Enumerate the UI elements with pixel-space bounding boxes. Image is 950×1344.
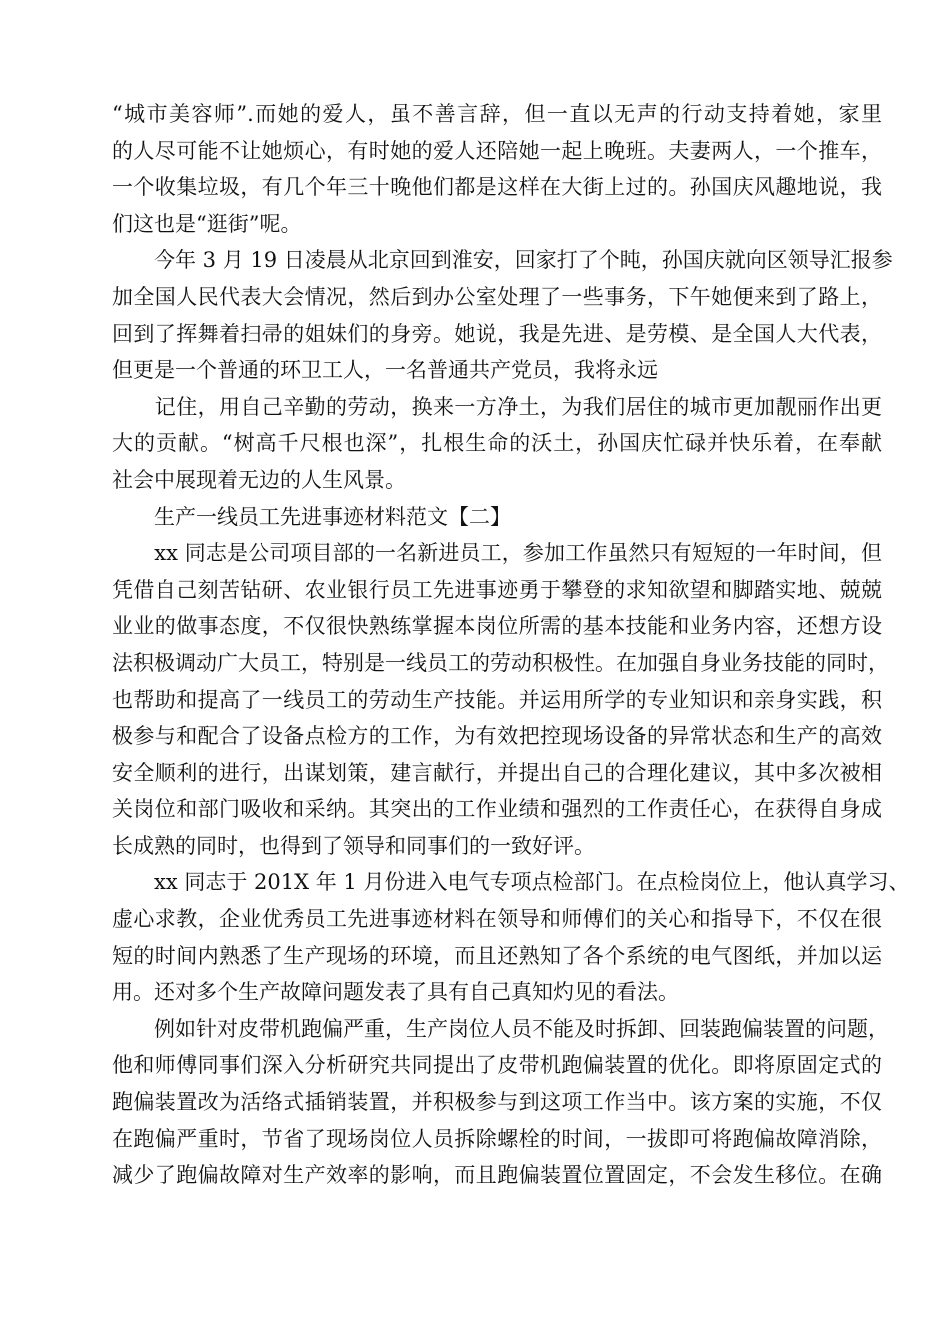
text-line: 减少了跑偏故障对生产效率的影响，而且跑偏装置位置固定，不会发生移位。在确 [112, 1163, 882, 1188]
text-line: 长成熟的同时，也得到了领导和同事们的一致好评。 [112, 833, 595, 858]
text-line: 社会中展现着无边的人生风景。 [112, 467, 406, 492]
text-line: 业业的做事态度，不仅很快熟练掌握本岗位所需的基本技能和业务内容，还想方设 [112, 614, 882, 639]
text-line: 虚心求教，企业优秀员工先进事迹材料在领导和师傅们的关心和指导下，不仅在很 [112, 907, 882, 932]
text-line: 今年 3 月 19 日凌晨从北京回到淮安，回家打了个盹，孙国庆就向区领导汇报参 [112, 248, 893, 273]
text-line: 安全顺利的进行，出谋划策，建言献行，并提出自己的合理化建议，其中多次被相 [112, 760, 882, 785]
text-line: 的人尽可能不让她烦心，有时她的爱人还陪她一起上晚班。夫妻两人，一个推车， [112, 138, 882, 163]
text-line: 例如针对皮带机跑偏严重，生产岗位人员不能及时拆卸、回装跑偏装置的问题， [112, 1016, 889, 1041]
paragraph [112, 864, 910, 1010]
text-line: 极参与和配合了设备点检方的工作，为有效把控现场设备的异常状态和生产的高效 [112, 724, 882, 749]
text-line: 回到了挥舞着扫帚的姐妹们的身旁。她说，我是先进、是劳模、是全国人大代表， [112, 321, 882, 346]
paragraph [112, 1011, 889, 1194]
paragraph [112, 499, 882, 536]
paragraph [112, 96, 882, 242]
text-line: 但更是一个普通的环卫工人，一名普通共产党员，我将永远 [112, 358, 658, 383]
text-line: 关岗位和部门吸收和采纳。其突出的工作业绩和强烈的工作责任心，在获得自身成 [112, 797, 882, 822]
text-line: 他和师傅同事们深入分析研究共同提出了皮带机跑偏装置的优化。即将原固定式的 [112, 1053, 882, 1078]
text-line: 短的时间内熟悉了生产现场的环境，而且还熟知了各个系统的电气图纸，并加以运 [112, 943, 882, 968]
text-line: 凭借自己刻苦钻研、农业银行员工先进事迹勇于攀登的求知欲望和脚踏实地、兢兢 [112, 577, 882, 602]
paragraph [112, 535, 889, 864]
text-line: 法积极调动广大员工，特别是一线员工的劳动积极性。在加强自身业务技能的同时， [112, 650, 889, 675]
paragraph [112, 389, 882, 499]
text-line: 用。还对多个生产故障问题发表了具有自己真知灼见的看法。 [112, 980, 679, 1005]
text-line: xx 同志于 201X 年 1 月份进入电气专项点检部门。在点检岗位上，他认真学习、 [112, 870, 910, 895]
paragraph [112, 242, 893, 388]
document-body [112, 96, 910, 1194]
text-line: 在跑偏严重时，节省了现场岗位人员拆除螺栓的时间，一拔即可将跑偏故障消除， [112, 1126, 882, 1151]
text-line: 也帮助和提高了一线员工的劳动生产技能。并运用所学的专业知识和亲身实践，积 [112, 687, 882, 712]
text-line: 一个收集垃圾，有几个年三十晚他们都是这样在大街上过的。孙国庆风趣地说，我 [112, 175, 882, 200]
text-line: 记住，用自己辛勤的劳动，换来一方净土，为我们居住的城市更加靓丽作出更 [112, 394, 882, 419]
text-line: 大的贡献。“树高千尺根也深”，扎根生命的沃土，孙国庆忙碌并快乐着，在奉献 [112, 431, 882, 456]
text-line: 跑偏装置改为活络式插销装置，并积极参与到这项工作当中。该方案的实施，不仅 [112, 1090, 882, 1115]
text-line: “城市美容师”.而她的爱人，虽不善言辞，但一直以无声的行动支持着她，家里 [112, 102, 882, 126]
text-line: 加全国人民代表大会情况，然后到办公室处理了一些事务，下午她便来到了路上， [112, 284, 882, 309]
text-line: 生产一线员工先进事迹材料范文【二】 [112, 504, 511, 529]
text-line: 们这也是“逛街”呢。 [112, 211, 302, 236]
text-line: xx 同志是公司项目部的一名新进员工，参加工作虽然只有短短的一年时间，但 [112, 541, 882, 566]
